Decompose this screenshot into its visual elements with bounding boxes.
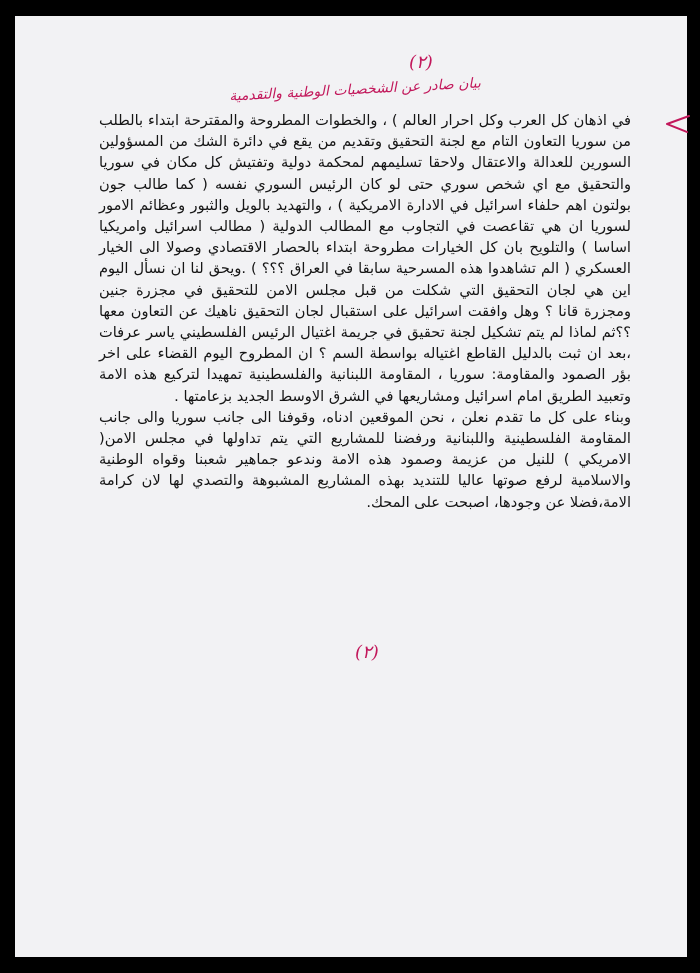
letter-body — [99, 110, 631, 513]
paragraph: وبناء على كل ما تقدم نعلن ، نحن الموقعين ادناه، وقوفنا الى جانب سوريا والى جانب المقاومة الفلسطينية واللبنانية ورفضنا للمشاريع التي يتم تداولها في مجلس الامن( الامريكي ) للنيل من عزيمة وصمود هذه الامة وندعو جماهير شعبنا وقواه الوطنية والاسلامية لرفع صوتها عاليا للتنديد بهذه المشاريع المشبوهة والتصدي لها لان كرامة الامة،فضلا عن وجودها، اصبحت على المحك. — [99, 408, 631, 511]
handwritten-page-number-top: (٢) — [409, 52, 433, 73]
handwritten-page-number-bottom: (٢) — [355, 642, 379, 663]
document-page — [15, 16, 687, 957]
handwritten-heading-note: بيان صادر عن الشخصيات الوطنية والتقدمية — [228, 75, 482, 105]
paragraph: في اذهان كل العرب وكل احرار العالم ) ، والخطوات المطروحة والمقترحة ابتداء بالطلب من سوريا التعاون التام مع لجنة التحقيق وتقديم من يقع في دائرة الشك من المسؤولين السورين للعدالة والاعتقال ولاحقا تسليمهم لمحكمة دولية وتفتيش كل مكان في سوريا والتحقيق مع اي شخص سوري حتى لو كان الرئيس السوري نفسه ( كما طالب جون بولتون اهم حلفاء اسرائيل في الادارة الامريكية ) ، والتهديد بالويل والثبور وعظائم الامور لسوريا ان هي تقاعصت في التجاوب مع المطالب الدولية ( مطالب اسرائيل وامريكيا اساسا ) والتلويح بان كل الخيارات مطروحة ابتداء بالحصار الاقتصادي وصولا الى الخيار العسكري ( الم تشاهدوا هذه المسرحية سابقا في العراق ؟؟؟ ) .ويحق لنا ان نسأل اليوم اين هي لجان التحقيق التي شكلت من قبل مجلس الامن للتحقيق في مجزرة جنين ومجزرة قانا ؟ وهل وافقت اسرائيل على استقبال لجان التحقيق ناهيك عن التعاون معها ؟؟ثم لماذا لم يتم تشكيل لجنة تحقيق في جريمة اغتيال الرئيس الفلسطيني ياسر عرفات ،بعد ان ثبت بالدليل القاطع اغتياله بواسطة السم ؟ ان المطروح اليوم القضاء على اخر بؤر الصمود والمقاومة: سوريا ، المقاومة اللبنانية والفلسطينية تمهيدا لتركيع هذه الامة وتعبيد الطريق امام اسرائيل ومشاريعها في الشرق الاوسط الجديد بزعامتها . — [99, 112, 631, 405]
margin-mark-icon — [663, 114, 691, 134]
